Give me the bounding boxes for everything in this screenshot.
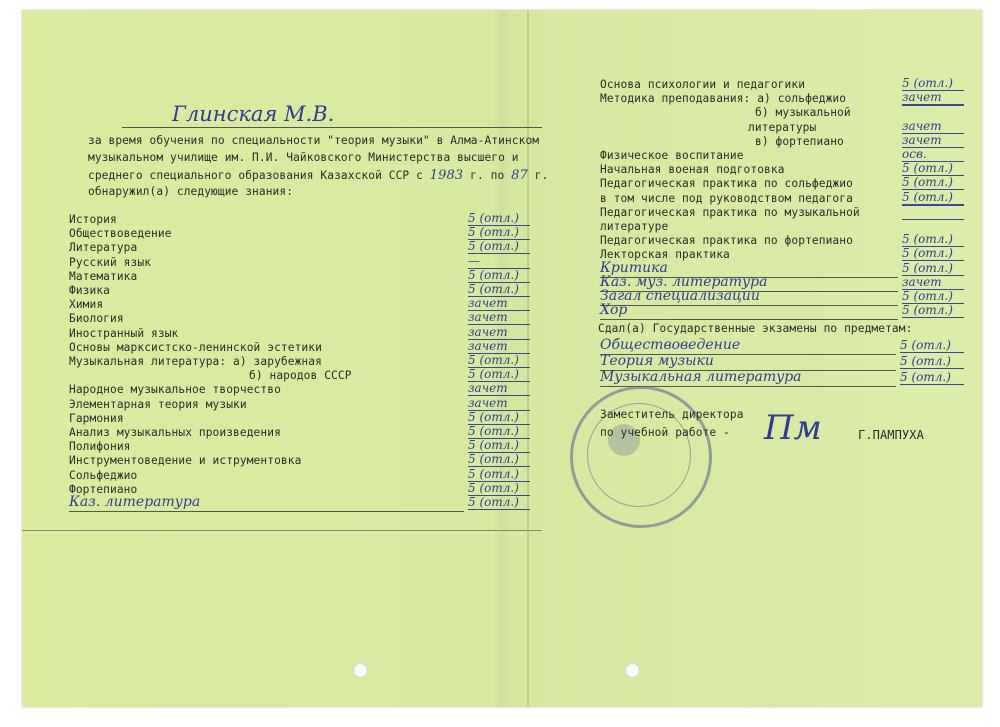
handwritten-signature: Пм [764,408,822,448]
header-line-1: за время обучения по специальности "теория музыки" в Алма-Атинском [88,134,540,147]
subject-name: Теория музыки [600,353,714,369]
subject-grade [902,105,964,106]
subject-grade: 5 (отл.) [900,371,964,385]
subject-grade: зачет [468,326,530,340]
subject-underline [600,305,898,306]
subject-grade: 5 (отл.) [468,453,530,467]
subject-grade: зачет [902,134,964,148]
signatory-role-line-2: по учебной работе - [600,426,730,439]
header-line-4: обнаружил(а) следующие знания: [88,185,294,198]
subject-grade: зачет [902,276,964,290]
subject-name: Иностранный язык [69,326,179,340]
header-line-3-suffix: г. [534,169,549,182]
subject-name: Основы марксистско-ленинской эстетики [69,340,322,354]
subject-grade: зачет [902,120,964,134]
subject-grade: 5 (отл.) [468,240,530,254]
subject-name: литературе [600,220,669,233]
subject-grade: 5 (отл.) [468,425,530,439]
subject-name: в том числе под руководством педагога [600,191,853,205]
subject-name: Элементарная теория музыки [69,397,247,411]
name-underline [122,127,542,128]
subject-grade: зачет [468,340,530,354]
exams-title: Сдал(а) Государственные экзамены по предметам: [598,322,913,335]
subject-grade: зачет [468,397,530,411]
subject-grade: 5 (отл.) [468,283,530,297]
subject-grade: 5 (отл.) [468,496,530,510]
subject-name: Критика [600,259,668,276]
subject-name: Физическое воспитание [600,149,744,162]
document-page [22,10,982,707]
subject-name: Гармония [69,411,124,425]
subject-name: Педагогическая практика по фортепиано [600,234,853,248]
header-line-3 [88,168,548,183]
subject-name: Музыкальная литература [600,369,802,385]
subject-name: Обществоведение [69,227,172,241]
subject-grade: зачет [468,382,530,396]
subject-grade: 5 (отл.) [468,482,530,496]
subject-name: Физика [69,284,111,297]
subject-grade: 5 (отл.) [900,355,964,369]
subject-name: Каз. литература [69,494,201,510]
header-line-3-prefix: среднего специального образования Казахской ССР с [88,169,423,182]
subject-name: в) фортепиано [755,134,844,148]
subject-grade: зачет [468,311,530,325]
subject-grade: 5 (отл.) [902,162,964,176]
header-line-2: музыкальном училище им. П.И. Чайковского Министерства высшего и [88,151,519,164]
bottom-divider-line [22,530,542,531]
subject-name: Обществоведение [600,337,741,353]
subject-name: Методика преподавания: а) сольфеджио [600,92,847,106]
subject-grade: 5 (отл.) [902,191,964,205]
subject-grade: 5 (отл.) [902,77,964,91]
subject-name: Народное музыкальное творчество [69,383,281,397]
subject-name: Основа психологии и педагогики [600,78,806,91]
subject-grade [902,205,964,206]
subject-grade: 5 (отл.) [902,233,964,247]
punch-hole-left [353,663,368,678]
subject-name: Русский язык [69,255,152,269]
subject-grade: 5 (отл.) [902,304,964,318]
subject-grade: 5 (отл.) [902,176,964,190]
subject-name: литературы [748,120,817,134]
subject-name: Начальная военая подготовка [600,163,785,177]
year-to: 87 [511,168,528,183]
subject-name: Полифония [69,440,131,454]
subject-grade: 5 (отл.) [468,368,530,382]
subject-name: Загал специализации [600,288,760,304]
subject-name: б) музыкальной [755,106,851,120]
subject-grade: 5 (отл.) [468,354,530,368]
subject-grade: 5 (отл.) [468,212,530,226]
subject-name: Анализ музыкальных произведения [69,426,281,439]
subject-name: б) народов СССР [249,369,352,383]
subject-grade: 5 (отл.) [468,411,530,425]
subject-name: Сольфеджио [69,468,138,482]
subject-underline [600,319,898,320]
subject-name: Педагогическая практика по сольфеджио [600,177,853,191]
signatory-name: Г.ПАМПУХА [858,428,924,442]
student-name: Глинская М.В. [172,102,335,126]
subject-name: Фортепиано [69,482,138,496]
subject-grade: 5 (отл.) [902,290,964,304]
subject-grade: 5 (отл.) [902,247,964,261]
subject-grade: зачет [468,297,530,311]
subject-grade [902,219,964,220]
subject-name: Инструментоведение и иструментовка [69,454,302,468]
subject-grade: 5 (отл.) [468,226,530,240]
subject-grade: 5 (отл.) [468,269,530,283]
subject-name: Химия [69,298,104,312]
subject-name: Педагогическая практика по музыкальной [600,205,860,219]
subject-grade: 5 (отл.) [468,439,530,453]
subject-name: Каз. муз. литература [600,273,768,290]
signatory-role-line-1: Заместитель директора [600,408,744,421]
subject-name: Музыкальная литература: а) зарубежная [69,355,322,368]
subject-grade: 5 (отл.) [468,468,530,482]
subject-grade: зачет [902,91,964,105]
subject-name: Биология [69,312,124,326]
subject-grade: осв. [902,148,964,162]
subject-name: История [69,213,117,226]
subject-name: Литература [69,241,138,255]
subject-underline [69,511,464,512]
header-line-3-mid: г. по [470,169,505,182]
year-from: 1983 [429,168,464,183]
subject-grade: 5 (отл.) [902,262,964,276]
subject-name: Математика [69,269,138,283]
subject-grade: 5 (отл.) [900,339,964,353]
subject-name: Лекторская практика [600,248,730,262]
subject-grade: — [468,255,530,269]
subject-name: Хор [600,302,628,319]
punch-hole-right [625,663,640,678]
